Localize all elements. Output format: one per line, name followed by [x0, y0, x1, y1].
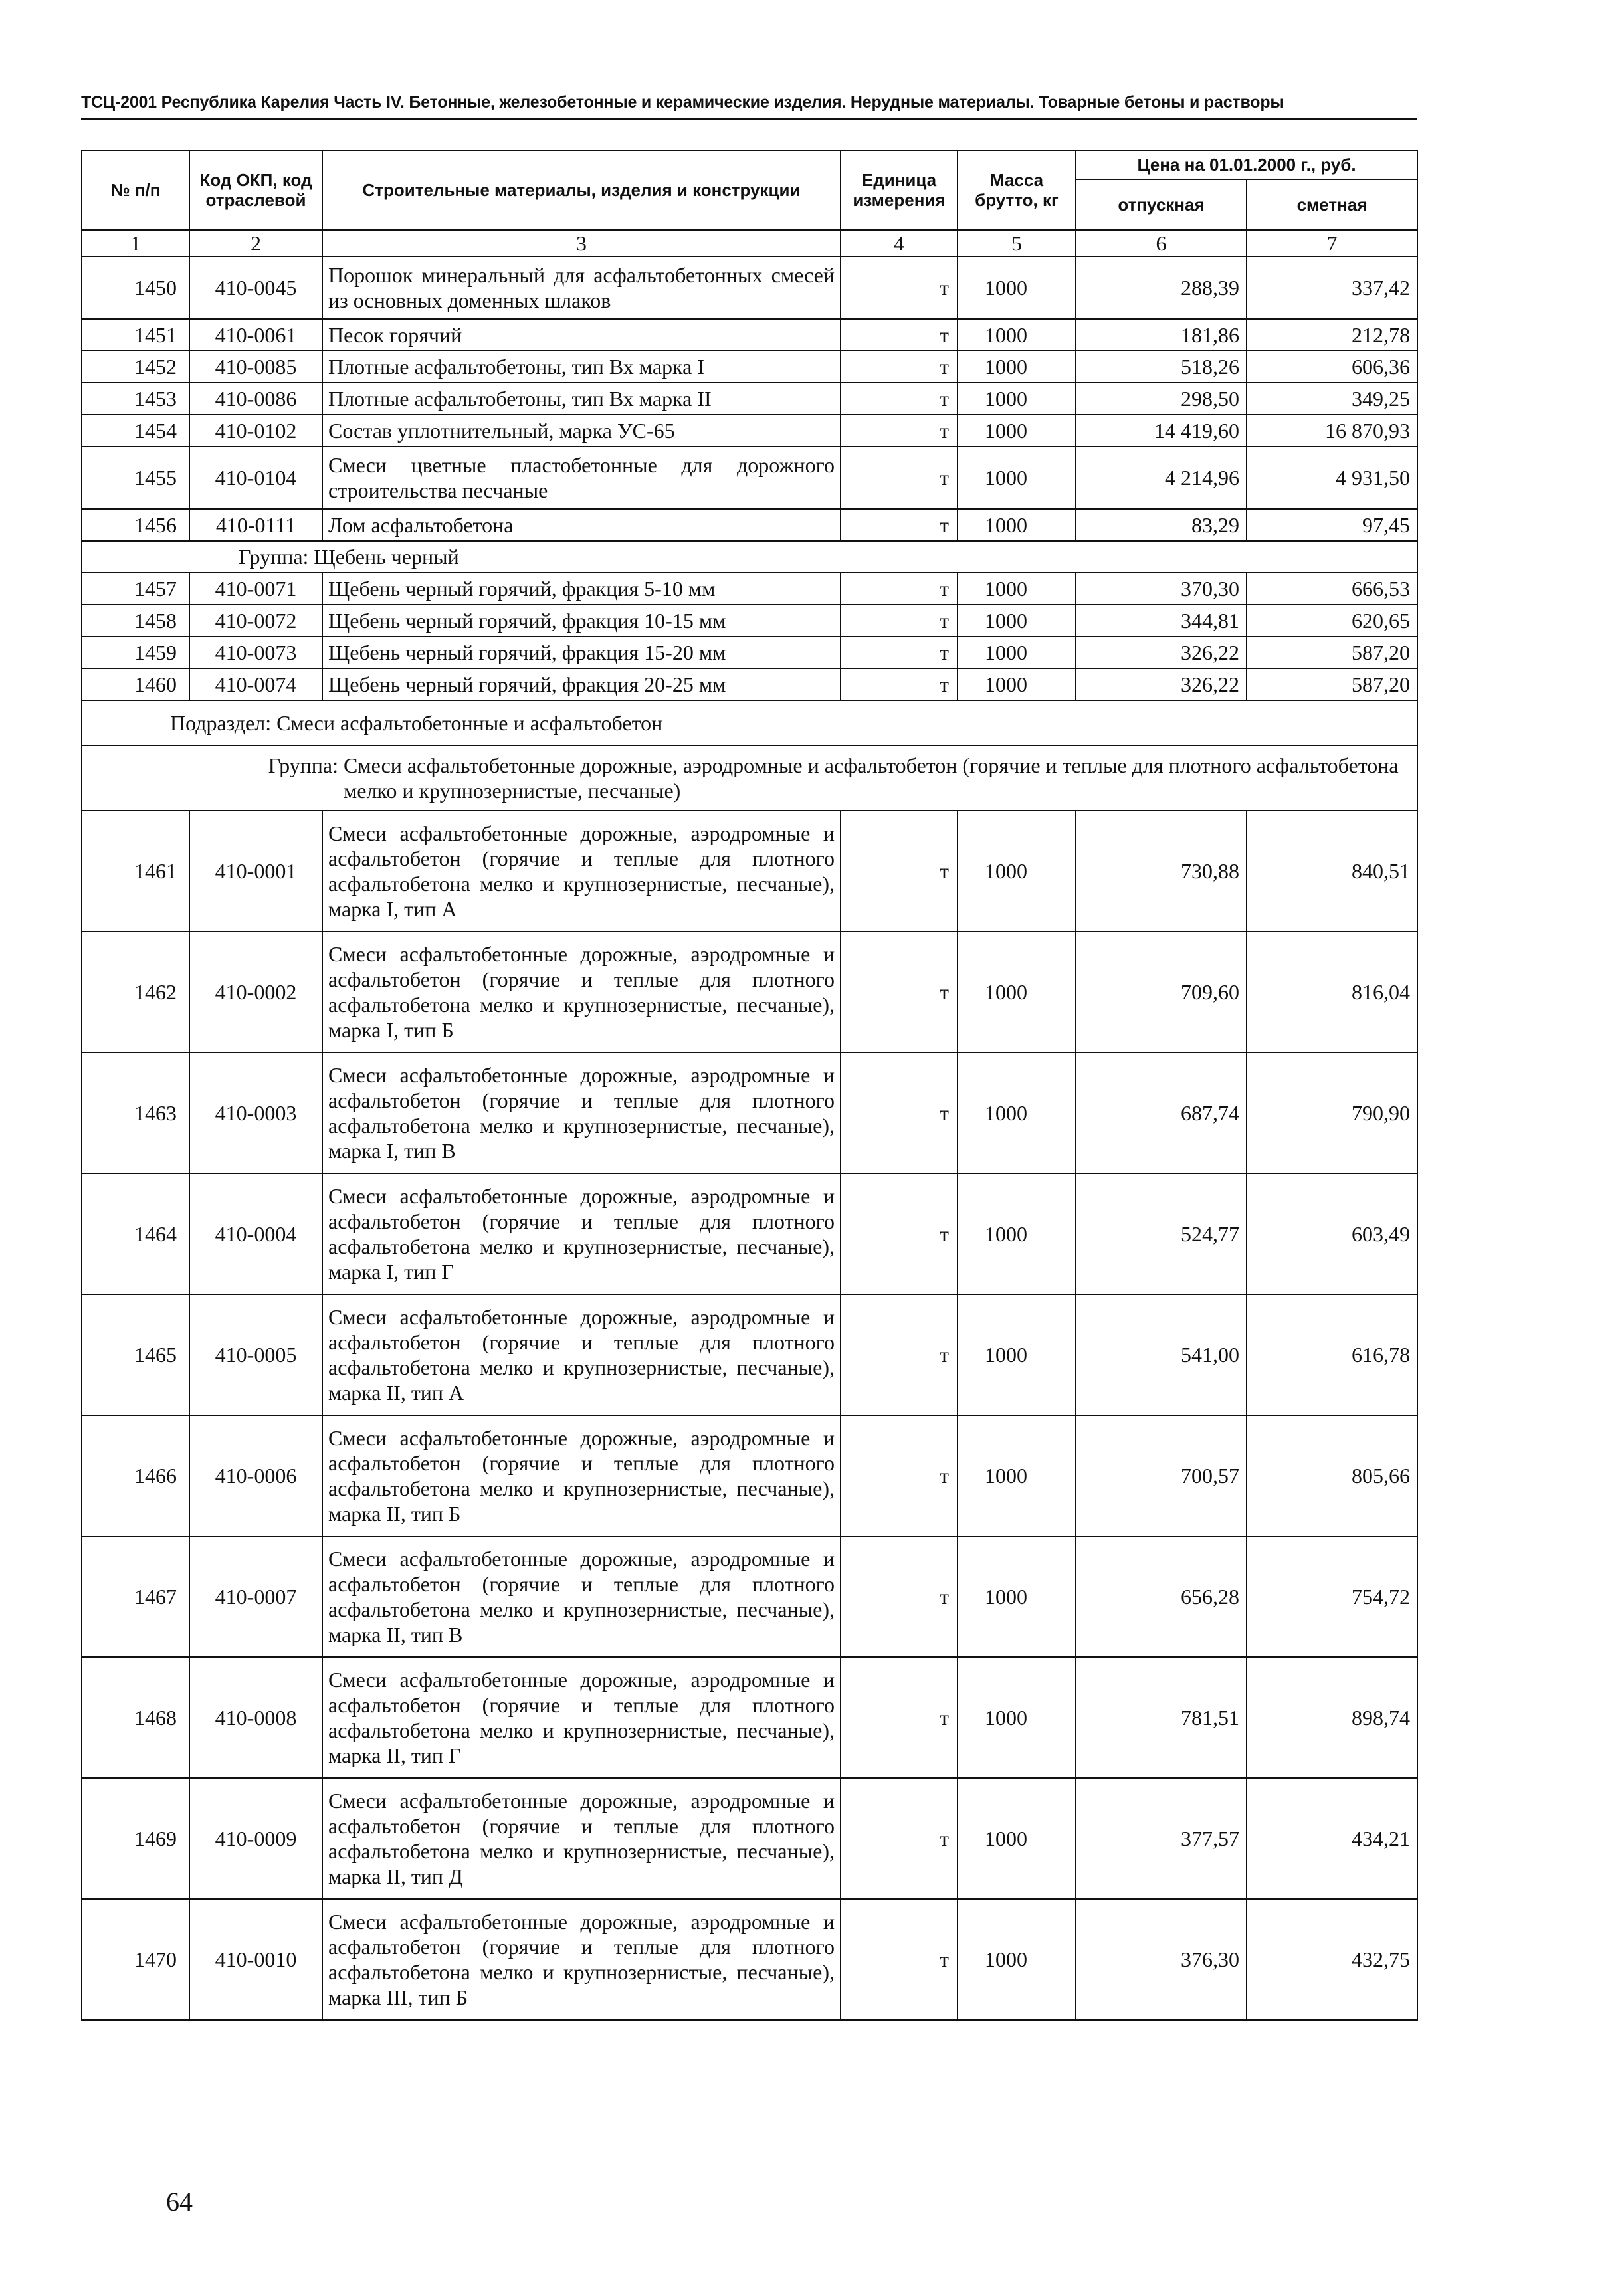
- table-row: [82, 383, 1417, 415]
- table-row: [82, 509, 1417, 541]
- row-mass: 1000: [958, 1657, 1076, 1778]
- row-price-release: 326,22: [1076, 637, 1247, 668]
- row-unit: т: [841, 637, 958, 668]
- row-code: 410-0102: [189, 415, 322, 447]
- row-price-release: 518,26: [1076, 351, 1247, 383]
- col-header-price-group: Цена на 01.01.2000 г., руб.: [1076, 150, 1417, 179]
- row-price-release: 344,81: [1076, 605, 1247, 637]
- row-unit: т: [841, 1415, 958, 1536]
- row-unit: т: [841, 383, 958, 415]
- row-price-estimate: 790,90: [1247, 1052, 1417, 1173]
- row-mass: 1000: [958, 573, 1076, 605]
- row-price-release: 656,28: [1076, 1536, 1247, 1657]
- row-price-release: 524,77: [1076, 1173, 1247, 1294]
- row-price-estimate: 16 870,93: [1247, 415, 1417, 447]
- row-price-estimate: 349,25: [1247, 383, 1417, 415]
- row-num: 1460: [82, 668, 189, 700]
- row-unit: т: [841, 932, 958, 1052]
- col-header-price-estimate: сметная: [1247, 179, 1417, 230]
- row-mass: 1000: [958, 811, 1076, 932]
- row-unit: т: [841, 1657, 958, 1778]
- row-name: Смеси цветные пластобетонные для дорожного строительства песчаные: [322, 447, 841, 509]
- row-price-estimate: 805,66: [1247, 1415, 1417, 1536]
- row-code: 410-0005: [189, 1294, 322, 1415]
- table-row: [82, 811, 1417, 932]
- row-unit: т: [841, 605, 958, 637]
- row-price-estimate: 432,75: [1247, 1899, 1417, 2020]
- row-code: 410-0010: [189, 1899, 322, 2020]
- row-price-release: 370,30: [1076, 573, 1247, 605]
- subsection-heading: Подраздел: Смеси асфальтобетонные и асфальтобетон: [82, 700, 1417, 746]
- group-label: Группа:: [268, 753, 338, 777]
- running-header: ТСЦ-2001 Республика Карелия Часть IV. Бетонные, железобетонные и керамические изделия. Нерудные материалы. Товарные бетоны и растворы: [81, 93, 1284, 112]
- row-name: Смеси асфальтобетонные дорожные, аэродромные и асфальтобетон (горячие и теплые для плотного асфальтобетона мелко и крупнозернистые, песчаные), марка II, тип В: [322, 1536, 841, 1657]
- row-price-release: 181,86: [1076, 319, 1247, 351]
- row-price-release: 288,39: [1076, 256, 1247, 319]
- row-price-release: 730,88: [1076, 811, 1247, 932]
- row-unit: т: [841, 1294, 958, 1415]
- row-code: 410-0001: [189, 811, 322, 932]
- price-table: [81, 150, 1418, 2021]
- row-unit: т: [841, 319, 958, 351]
- table-row: [82, 1294, 1417, 1415]
- row-unit: т: [841, 573, 958, 605]
- row-mass: 1000: [958, 668, 1076, 700]
- table-row: [82, 605, 1417, 637]
- row-name: Порошок минеральный для асфальтобетонных смесей из основных доменных шлаков: [322, 256, 841, 319]
- row-num: 1461: [82, 811, 189, 932]
- row-unit: т: [841, 447, 958, 509]
- row-mass: 1000: [958, 1294, 1076, 1415]
- row-num: 1459: [82, 637, 189, 668]
- col-header-price-release: отпускная: [1076, 179, 1247, 230]
- table-row: [82, 668, 1417, 700]
- row-name: Состав уплотнительный, марка УС-65: [322, 415, 841, 447]
- row-mass: 1000: [958, 1899, 1076, 2020]
- row-unit: т: [841, 1173, 958, 1294]
- row-price-release: 377,57: [1076, 1778, 1247, 1899]
- row-name: Смеси асфальтобетонные дорожные, аэродромные и асфальтобетон (горячие и теплые для плотного асфальтобетона мелко и крупнозернистые, песчаные), марка II, тип Г: [322, 1657, 841, 1778]
- row-unit: т: [841, 415, 958, 447]
- row-price-estimate: 666,53: [1247, 573, 1417, 605]
- row-price-estimate: 603,49: [1247, 1173, 1417, 1294]
- row-num: 1456: [82, 509, 189, 541]
- row-num: 1464: [82, 1173, 189, 1294]
- row-name: Щебень черный горячий, фракция 15-20 мм: [322, 637, 841, 668]
- table-row: [82, 637, 1417, 668]
- col-index: 2: [189, 230, 322, 256]
- row-price-release: 687,74: [1076, 1052, 1247, 1173]
- row-price-release: 376,30: [1076, 1899, 1247, 2020]
- table-head: [82, 150, 1417, 256]
- table-row: [82, 932, 1417, 1052]
- row-name: Щебень черный горячий, фракция 20-25 мм: [322, 668, 841, 700]
- row-num: 1462: [82, 932, 189, 1052]
- table-row: [82, 573, 1417, 605]
- group-heading: Группа: Щебень черный: [82, 541, 1417, 573]
- row-mass: 1000: [958, 509, 1076, 541]
- row-mass: 1000: [958, 415, 1076, 447]
- table-row: [82, 1415, 1417, 1536]
- row-price-release: 14 419,60: [1076, 415, 1247, 447]
- row-name: Песок горячий: [322, 319, 841, 351]
- row-num: 1468: [82, 1657, 189, 1778]
- row-num: 1463: [82, 1052, 189, 1173]
- row-mass: 1000: [958, 637, 1076, 668]
- row-mass: 1000: [958, 1173, 1076, 1294]
- row-name: Щебень черный горячий, фракция 5-10 мм: [322, 573, 841, 605]
- col-index: 6: [1076, 230, 1247, 256]
- col-index: 7: [1247, 230, 1417, 256]
- row-mass: 1000: [958, 1778, 1076, 1899]
- page-number: 64: [166, 2187, 193, 2217]
- row-price-estimate: 434,21: [1247, 1778, 1417, 1899]
- row-mass: 1000: [958, 256, 1076, 319]
- col-header-name: Строительные материалы, изделия и конструкции: [322, 150, 841, 230]
- table-row: [82, 1899, 1417, 2020]
- row-price-estimate: 898,74: [1247, 1657, 1417, 1778]
- row-name: Плотные асфальтобетоны, тип Вх марка I: [322, 351, 841, 383]
- row-num: 1455: [82, 447, 189, 509]
- row-num: 1454: [82, 415, 189, 447]
- row-mass: 1000: [958, 1536, 1076, 1657]
- group-title: Смеси асфальтобетонные дорожные, аэродромные и асфальтобетон (горячие и теплые для плотного асфальтобетона мелко и крупнозернистые, песчаные): [344, 753, 1399, 803]
- row-name: Смеси асфальтобетонные дорожные, аэродромные и асфальтобетон (горячие и теплые для плотного асфальтобетона мелко и крупнозернистые, песчаные), марка I, тип В: [322, 1052, 841, 1173]
- row-price-estimate: 587,20: [1247, 637, 1417, 668]
- row-code: 410-0009: [189, 1778, 322, 1899]
- row-num: 1453: [82, 383, 189, 415]
- row-mass: 1000: [958, 383, 1076, 415]
- row-price-estimate: 840,51: [1247, 811, 1417, 932]
- col-index: 1: [82, 230, 189, 256]
- row-num: 1465: [82, 1294, 189, 1415]
- col-index: 4: [841, 230, 958, 256]
- row-mass: 1000: [958, 932, 1076, 1052]
- group-row: [82, 746, 1417, 811]
- row-code: 410-0007: [189, 1536, 322, 1657]
- row-unit: т: [841, 1778, 958, 1899]
- row-name: Смеси асфальтобетонные дорожные, аэродромные и асфальтобетон (горячие и теплые для плотного асфальтобетона мелко и крупнозернистые, песчаные), марка II, тип Д: [322, 1778, 841, 1899]
- col-header-code: Код ОКП, код отраслевой: [189, 150, 322, 230]
- row-name: Смеси асфальтобетонные дорожные, аэродромные и асфальтобетон (горячие и теплые для плотного асфальтобетона мелко и крупнозернистые, песчаные), марка III, тип Б: [322, 1899, 841, 2020]
- row-price-estimate: 212,78: [1247, 319, 1417, 351]
- row-price-release: 298,50: [1076, 383, 1247, 415]
- row-code: 410-0045: [189, 256, 322, 319]
- row-name: Лом асфальтобетона: [322, 509, 841, 541]
- row-price-estimate: 606,36: [1247, 351, 1417, 383]
- table-row: [82, 1536, 1417, 1657]
- row-code: 410-0074: [189, 668, 322, 700]
- row-num: 1466: [82, 1415, 189, 1536]
- row-name: Щебень черный горячий, фракция 10-15 мм: [322, 605, 841, 637]
- row-price-estimate: 4 931,50: [1247, 447, 1417, 509]
- table-row: [82, 1173, 1417, 1294]
- row-name: Смеси асфальтобетонные дорожные, аэродромные и асфальтобетон (горячие и теплые для плотного асфальтобетона мелко и крупнозернистые, песчаные), марка II, тип Б: [322, 1415, 841, 1536]
- row-num: 1451: [82, 319, 189, 351]
- subsection-row: [82, 700, 1417, 746]
- row-price-release: 326,22: [1076, 668, 1247, 700]
- row-num: 1469: [82, 1778, 189, 1899]
- row-mass: 1000: [958, 1052, 1076, 1173]
- row-name: Смеси асфальтобетонные дорожные, аэродромные и асфальтобетон (горячие и теплые для плотного асфальтобетона мелко и крупнозернистые, песчаные), марка I, тип Г: [322, 1173, 841, 1294]
- group-heading: [82, 746, 1417, 811]
- row-price-estimate: 337,42: [1247, 256, 1417, 319]
- row-code: 410-0003: [189, 1052, 322, 1173]
- row-code: 410-0006: [189, 1415, 322, 1536]
- row-mass: 1000: [958, 605, 1076, 637]
- col-index: 5: [958, 230, 1076, 256]
- row-name: Смеси асфальтобетонные дорожные, аэродромные и асфальтобетон (горячие и теплые для плотного асфальтобетона мелко и крупнозернистые, песчаные), марка II, тип А: [322, 1294, 841, 1415]
- row-price-release: 709,60: [1076, 932, 1247, 1052]
- row-price-release: 541,00: [1076, 1294, 1247, 1415]
- table-row: [82, 1657, 1417, 1778]
- table-body: [82, 256, 1417, 2020]
- col-header-unit: Единица измерения: [841, 150, 958, 230]
- row-mass: 1000: [958, 319, 1076, 351]
- table-row: [82, 1778, 1417, 1899]
- row-code: 410-0104: [189, 447, 322, 509]
- row-num: 1450: [82, 256, 189, 319]
- row-price-release: 700,57: [1076, 1415, 1247, 1536]
- row-num: 1470: [82, 1899, 189, 2020]
- row-unit: т: [841, 256, 958, 319]
- row-code: 410-0071: [189, 573, 322, 605]
- row-unit: т: [841, 1536, 958, 1657]
- table-row: [82, 447, 1417, 509]
- table-row: [82, 351, 1417, 383]
- row-unit: т: [841, 1052, 958, 1173]
- table-row: [82, 319, 1417, 351]
- row-num: 1458: [82, 605, 189, 637]
- row-code: 410-0073: [189, 637, 322, 668]
- row-price-release: 83,29: [1076, 509, 1247, 541]
- group-row: [82, 541, 1417, 573]
- row-code: 410-0086: [189, 383, 322, 415]
- row-unit: т: [841, 668, 958, 700]
- row-name: Плотные асфальтобетоны, тип Вх марка II: [322, 383, 841, 415]
- row-code: 410-0004: [189, 1173, 322, 1294]
- row-price-estimate: 620,65: [1247, 605, 1417, 637]
- row-num: 1467: [82, 1536, 189, 1657]
- row-num: 1457: [82, 573, 189, 605]
- table-row: [82, 256, 1417, 319]
- table-row: [82, 415, 1417, 447]
- row-name: Смеси асфальтобетонные дорожные, аэродромные и асфальтобетон (горячие и теплые для плотного асфальтобетона мелко и крупнозернистые, песчаные), марка I, тип Б: [322, 932, 841, 1052]
- row-mass: 1000: [958, 1415, 1076, 1536]
- row-code: 410-0111: [189, 509, 322, 541]
- row-mass: 1000: [958, 447, 1076, 509]
- row-price-estimate: 587,20: [1247, 668, 1417, 700]
- row-code: 410-0085: [189, 351, 322, 383]
- col-index: 3: [322, 230, 841, 256]
- row-price-estimate: 97,45: [1247, 509, 1417, 541]
- row-mass: 1000: [958, 351, 1076, 383]
- row-unit: т: [841, 1899, 958, 2020]
- col-header-mass: Масса брутто, кг: [958, 150, 1076, 230]
- row-code: 410-0002: [189, 932, 322, 1052]
- header-rule: [81, 118, 1417, 120]
- col-header-num: № п/п: [82, 150, 189, 230]
- row-unit: т: [841, 509, 958, 541]
- row-price-release: 781,51: [1076, 1657, 1247, 1778]
- row-price-estimate: 816,04: [1247, 932, 1417, 1052]
- row-code: 410-0008: [189, 1657, 322, 1778]
- row-price-estimate: 754,72: [1247, 1536, 1417, 1657]
- column-index-row: [82, 230, 1417, 256]
- table-row: [82, 1052, 1417, 1173]
- row-unit: т: [841, 351, 958, 383]
- row-code: 410-0072: [189, 605, 322, 637]
- row-name: Смеси асфальтобетонные дорожные, аэродромные и асфальтобетон (горячие и теплые для плотного асфальтобетона мелко и крупнозернистые, песчаные), марка I, тип А: [322, 811, 841, 932]
- row-unit: т: [841, 811, 958, 932]
- row-price-release: 4 214,96: [1076, 447, 1247, 509]
- row-code: 410-0061: [189, 319, 322, 351]
- row-price-estimate: 616,78: [1247, 1294, 1417, 1415]
- row-num: 1452: [82, 351, 189, 383]
